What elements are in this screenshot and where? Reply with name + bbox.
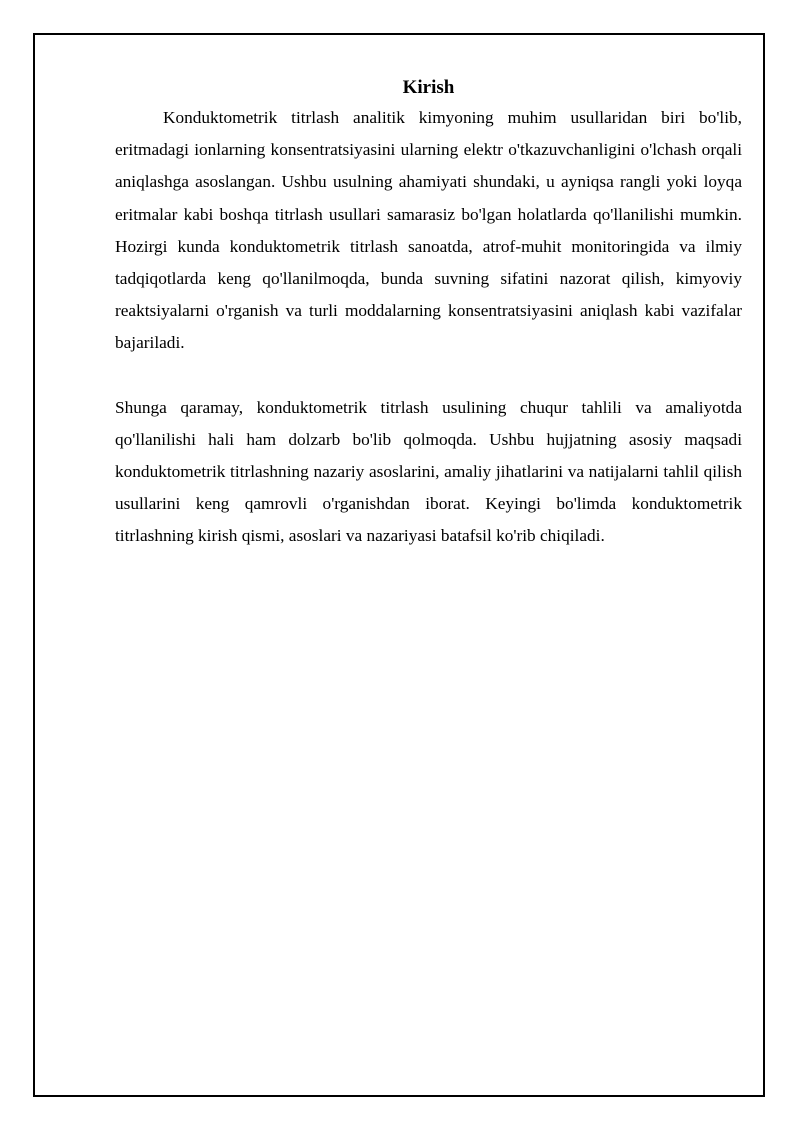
section-title: Kirish <box>402 77 455 98</box>
document-body <box>115 74 742 553</box>
paragraph-introduction: Konduktometrik titrlash analitik kimyoning muhim usullaridan biri bo'lib, eritmadagi ionlarning konsentratsiyasini ularning elektr o'tkazuvchanligini o'lchash orqali aniqlashga asoslangan. Ushbu usulning ahamiyati shundaki, u ayniqsa rangli yoki loyqa eritmalar kabi boshqa titrlash usullari samarasiz bo'lgan holatlarda qo'llanilishi mumkin. Hozirgi kunda konduktometrik titrlash sanoatda, atrof-muhit monitoringida va ilmiy tadqiqotlarda keng qo'llanilmoqda, bunda suvning sifatini nazorat qilish, kimyoviy reaktsiyalarni o'rganish va turli moddalarning konsentratsiyasini aniqlash kabi vazifalar bajariladi. <box>115 108 742 353</box>
paragraph-spacer <box>115 360 742 392</box>
paragraph-purpose: Shunga qaramay, konduktometrik titrlash usulining chuqur tahlili va amaliyotda qo'llanilishi hali ham dolzarb bo'lib qolmoqda. Ushbu hujjatning asosiy maqsadi konduktometrik titrlashning nazariy asoslarini, amaliy jihatlarini va natijalarni tahlil qilish usullarini keng qamrovli o'rganishdan iborat. Keyingi bo'limda konduktometrik titrlashning kirish qismi, asoslari va nazariyasi batafsil ko'rib chiqiladi. <box>115 397 742 546</box>
